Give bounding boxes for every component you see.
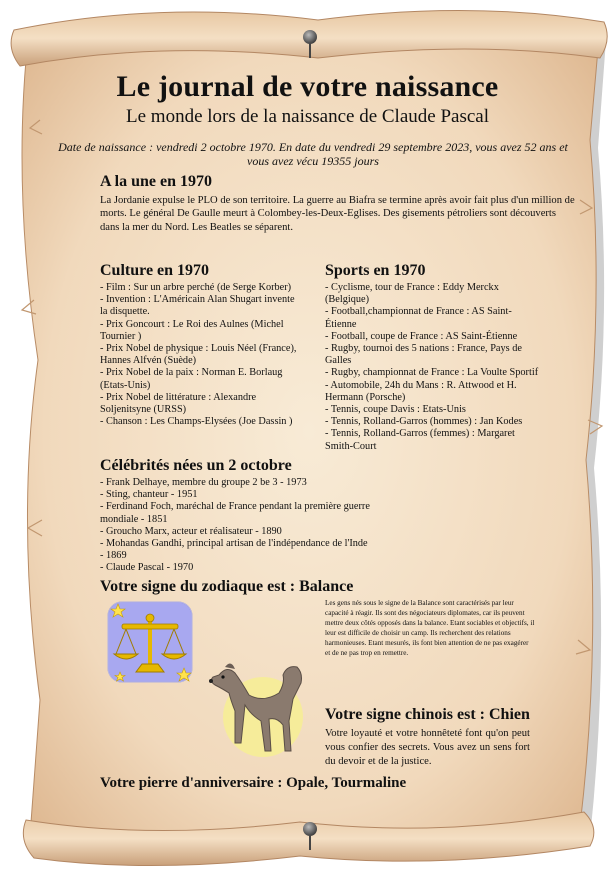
culture-list	[100, 282, 304, 428]
list-item: - Tennis, coupe Davis : Etats-Unis	[325, 404, 466, 416]
sports-title: Sports en 1970	[325, 262, 426, 279]
list-item: - Tennis, Rolland-Garros (hommes) : Jan Kodes	[325, 416, 523, 428]
list-item: - Football, coupe de France : AS Saint-Étienne	[325, 330, 518, 342]
pin-bottom-icon	[300, 822, 320, 852]
chinese-text: Votre loyauté et votre honnêteté font qu'on peut vous confier des secrets. Vous avez un sens fort du devoir et de la justice.	[325, 728, 530, 767]
list-item: - Tennis, Rolland-Garros (femmes) : Margaret Smith-Court	[325, 428, 515, 452]
list-item: - Ferdinand Foch, maréchal de France pendant la première guerre mondiale - 1851	[100, 501, 370, 525]
headline-title: A la une en 1970	[100, 173, 213, 190]
zodiac-text: Les gens nés sous le signe de la Balance sont caractérisés par leur capacité à réagir. Ils sont des négociateurs diplomates, car ils peuvent mettre deux côtés opposés dans la balance. Etant sociables et objectifs, il leur est difficile de choisir un camp. Ils recherchent des relations harmonieuses. Etant mesurés, ils font bien attention de ne pas exagérer et de ne pas trop en remettre.	[325, 599, 535, 657]
list-item: - Mohandas Gandhi, principal artisan de l'indépendance de l'Inde - 1869	[100, 538, 368, 562]
list-item: - Groucho Marx, acteur et réalisateur - 1890	[100, 525, 282, 537]
dog-icon	[205, 655, 305, 760]
list-item: - Frank Delhaye, membre du groupe 2 be 3 - 1973	[100, 477, 307, 488]
celebrities-list	[100, 477, 370, 575]
list-item: - Automobile, 24h du Mans : R. Attwood et H. Hermann (Porsche)	[325, 379, 517, 403]
birthstone-title: Votre pierre d'anniversaire : Opale, Tourmaline	[100, 775, 407, 791]
list-item: - Chanson : Les Champs-Elysées (Joe Dassin )	[100, 416, 293, 428]
birth-info: Date de naissance : vendredi 2 octobre 1970. En date du vendredi 29 septembre 2023, vous avez 52 ans et vous avez vécu 19355 jours	[58, 140, 568, 168]
celebrities-title: Célébrités nées un 2 octobre	[100, 457, 292, 474]
sports-section	[325, 262, 540, 453]
chinese-section	[325, 706, 530, 769]
chinese-title: Votre signe chinois est : Chien	[325, 706, 530, 723]
page-title: Le journal de votre naissance	[116, 70, 499, 103]
celebrities-section	[100, 457, 370, 575]
list-item: - Football,championnat de France : AS Saint-Étienne	[325, 306, 512, 330]
libra-scales-icon	[104, 598, 196, 688]
list-item: - Rugby, tournoi des 5 nations : France, Pays de Galles	[325, 343, 522, 367]
culture-section	[100, 262, 304, 428]
page-subtitle: Le monde lors de la naissance de Claude Pascal	[126, 106, 489, 127]
list-item: - Prix Goncourt : Le Roi des Aulnes (Michel Tournier )	[100, 318, 284, 342]
headline-text: La Jordanie expulse le PLO de son territoire. La guerre au Biafra se termine après avoir fait plus d'un million de morts. Le général De Gaulle meurt à Colombey-les-Deux-Eglises. Des gisements pétroliers sont découverts dans la mer du Nord. Les Beatles se séparent.	[100, 195, 575, 233]
pin-top-icon	[300, 30, 320, 60]
list-item: - Cyclisme, tour de France : Eddy Merckx (Belgique)	[325, 282, 499, 306]
list-item: - Invention : L'Américain Alan Shugart invente la disquette.	[100, 294, 295, 318]
list-item: - Prix Nobel de littérature : Alexandre Soljenitsyne (URSS)	[100, 391, 257, 416]
zodiac-title: Votre signe du zodiaque est : Balance	[100, 578, 354, 595]
list-item: - Claude Pascal - 1970	[100, 562, 194, 574]
list-item: - Prix Nobel de la paix : Norman E. Borlaug (Etats-Unis)	[100, 367, 283, 391]
sports-list	[325, 282, 540, 453]
list-item: - Sting, chanteur - 1951	[100, 489, 198, 501]
list-item: - Prix Nobel de physique : Louis Néel (France), Hannes Alfvén (Suède)	[100, 343, 297, 367]
culture-title: Culture en 1970	[100, 262, 210, 279]
headline-section	[100, 173, 578, 234]
list-item: - Rugby, championnat de France : La Voulte Sportif	[325, 367, 539, 379]
list-item: - Film : Sur un arbre perché (de Serge Korber)	[100, 282, 292, 293]
